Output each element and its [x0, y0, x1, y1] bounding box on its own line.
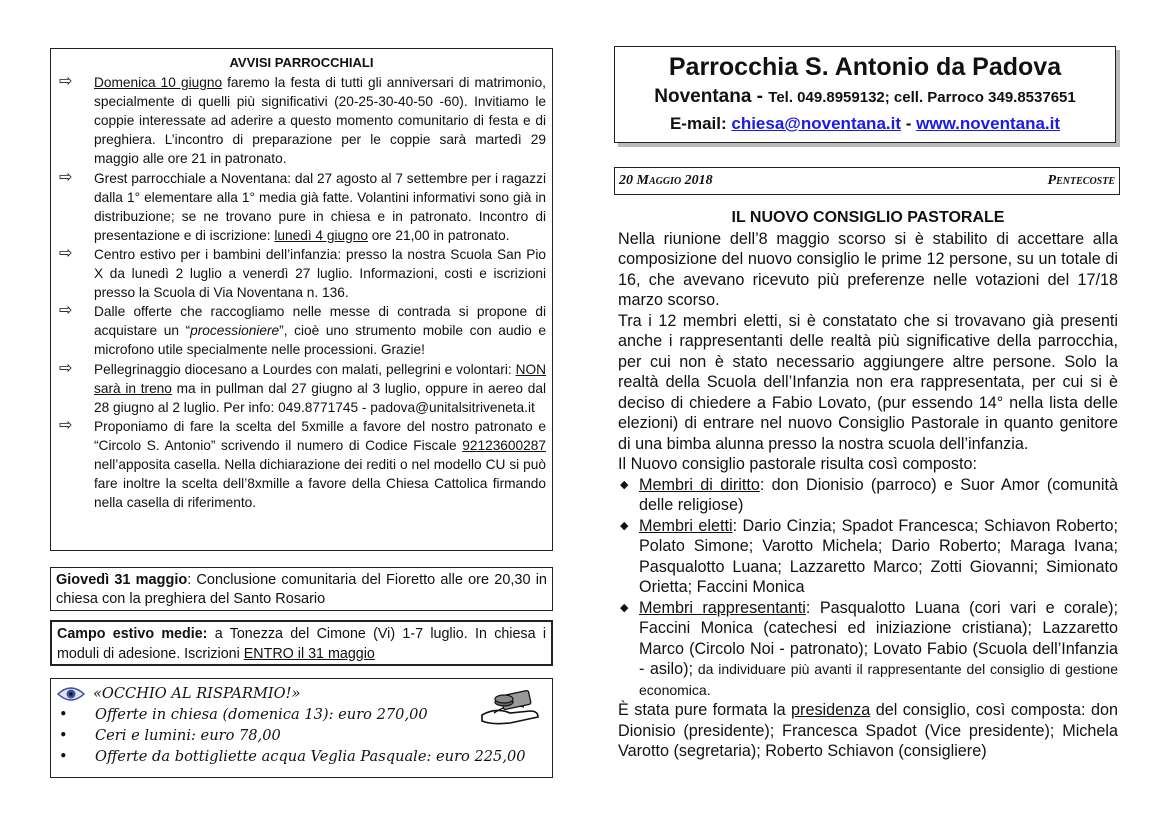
- avviso-date: lunedì 4 giugno: [274, 227, 368, 243]
- giovedi-box: [50, 567, 553, 611]
- giovedi-date: Giovedì 31 maggio: [56, 572, 188, 588]
- member-group-note: da individuare più avanti il rappresentante del consiglio di gestione economica.: [639, 661, 1118, 698]
- member-group-label: Membri eletti: [639, 516, 733, 535]
- arrow-right-icon: ⇨: [59, 244, 73, 262]
- separator: -: [901, 114, 917, 133]
- campo-estivo-box: [50, 620, 553, 666]
- campo-title: Campo estivo medie:: [57, 626, 208, 642]
- avviso-item: [57, 417, 546, 512]
- members-list: [618, 475, 1118, 701]
- arrow-right-icon: ⇨: [59, 416, 73, 434]
- occhio-risparmio-box: [50, 678, 553, 778]
- avviso-text: faremo la festa di tutti gli anniversari di matrimonio, specialmente di quelli più significativi (20-25-30-40-50 -60). Invitiamo le coppie interessate ad aderire a questo momento comunitario di festa e di preghiera. L’incontro di preparazione per le coppie sarà martedì 29 maggio alle ore 21 in patronato.: [94, 75, 546, 167]
- email-link[interactable]: chiesa@noventana.it: [731, 114, 902, 133]
- article-consiglio: [618, 208, 1118, 762]
- money-hand-icon: [480, 685, 542, 727]
- giovedi-text: : Conclusione comunitaria del Fioretto alle ore 20,30 in chiesa con la preghiera del Santo Rosario: [56, 572, 547, 607]
- web-line: [615, 111, 1115, 137]
- campo-text: a Tonezza del Cimone (Vi) 1-7 luglio. In chiesa i moduli di adesione. Iscrizioni: [57, 626, 546, 662]
- eye-icon: [57, 686, 85, 702]
- diamond-bullet-icon: ◆: [620, 519, 629, 532]
- liturgical-feast: Pentecoste: [1047, 173, 1115, 188]
- member-group-label: Membri rappresentanti: [639, 598, 806, 617]
- arrow-right-icon: ⇨: [59, 302, 73, 320]
- parish-name: Parrocchia S. Antonio da Padova: [668, 53, 1062, 81]
- article-text: È stata pure formata la: [618, 701, 792, 719]
- avviso-text: Centro estivo per i bambini dell’infanzia: presso la nostra Scuola San Pio X da lunedì 2 luglio a venerdì 27 luglio. Informazioni, costi e iscrizioni presso la Scuola di Via Noventana n. 136.: [94, 246, 546, 301]
- arrow-right-icon: ⇨: [59, 168, 73, 186]
- avvisi-list: [57, 73, 546, 512]
- article-text: del consiglio, così composta: don Dionisio (presidente); Francesca Spadot (Vice presidente); Michela Varotto (segretaria); Roberto Schiavon (consigliere): [618, 701, 1118, 760]
- contacts-line: [615, 84, 1115, 111]
- website-link[interactable]: www.noventana.it: [916, 114, 1061, 133]
- article-title: IL NUOVO CONSIGLIO PASTORALE: [731, 209, 1005, 226]
- arrow-right-icon: ⇨: [59, 73, 73, 91]
- diamond-bullet-icon: ◆: [620, 478, 629, 491]
- avviso-text: ore 21,00 in patronato.: [367, 227, 510, 243]
- article-paragraph: Il Nuovo consiglio pastorale risulta così composto:: [618, 455, 977, 473]
- occhio-title: «OCCHIO AL RISPARMIO!»: [93, 685, 301, 702]
- campo-deadline: ENTRO il 31 maggio: [243, 645, 375, 662]
- arrow-right-icon: ⇨: [59, 359, 73, 377]
- diamond-bullet-icon: ◆: [620, 601, 629, 614]
- date-bar: [614, 167, 1120, 195]
- member-group: [618, 598, 1118, 701]
- member-group: [618, 475, 1118, 516]
- email-label: E-mail:: [669, 114, 732, 133]
- avvisi-title: AVVISI PARROCCHIALI: [229, 55, 374, 70]
- avviso-emphasis: processioniere: [190, 323, 280, 339]
- member-group: [618, 516, 1118, 598]
- codice-fiscale: 92123600287: [462, 437, 546, 453]
- avviso-text: ma in pullman dal 27 giugno al 3 luglio, oppure in aereo dal 28 giugno al 2 luglio. Per info: 049.8771745 - padova@unitalsitriveneta.it: [94, 380, 546, 415]
- avvisi-box: [50, 48, 553, 551]
- avviso-text: Pellegrinaggio diocesano a Lourdes con malati, pellegrini e volontari:: [94, 361, 516, 377]
- member-group-text: : don Dionisio (parroco) e Suor Amor (comunità delle religiose): [639, 475, 1118, 514]
- avviso-item: [57, 73, 546, 168]
- avviso-date: Domenica 10 giugno: [94, 75, 223, 91]
- avviso-text: ”, cioè uno strumento mobile con audio e microfono utile specialmente nelle processioni. Grazie!: [94, 323, 546, 358]
- avviso-text: Dalle offerte che raccogliamo nelle messe di contrada si propone di acquistare un “: [94, 304, 546, 339]
- member-group-text: : Pasqualotto Luana (cori vari e corale); Faccini Monica (catechesi ed iniziazione cristiana); Lazzaretto Marco (Circolo Noi - patronato); Lovato Fabio (Scuola dell’Infanzia - asilo);: [639, 598, 1119, 678]
- offerta-item: • Ceri e lumini: euro 78,00: [57, 725, 546, 746]
- member-group-label: Membri di diritto: [639, 475, 760, 494]
- issue-date: 20 Maggio 2018: [619, 173, 713, 188]
- masthead: [614, 46, 1116, 143]
- offerta-item: • Offerte da bottigliette acqua Veglia Pasquale: euro 225,00: [57, 746, 546, 767]
- offerta-item: • Offerte in chiesa (domenica 13): euro 270,00: [57, 704, 546, 725]
- place-name: Noventana -: [654, 86, 769, 107]
- article-paragraph: [618, 700, 1118, 762]
- member-group-text: : Dario Cinzia; Spadot Francesca; Schiavon Roberto; Polato Simone; Varotto Michela; Dario Roberto; Maraga Ivana; Pasqualotto Luana; Lazzaretto Marco; Zotti Giovanni; Simionato Orietta; Faccini Monica: [639, 516, 1118, 596]
- occhio-list: [57, 704, 546, 767]
- avviso-text: nell’apposita casella. Nella dichiarazione dei rediti o nel modello CU si può fare inoltre la scelta dell’8xmille a favore della Chiesa Cattolica firmando nella casella di riferimento.: [94, 456, 546, 511]
- phone-numbers: Tel. 049.8959132; cell. Parroco 349.8537651: [768, 89, 1076, 106]
- avviso-underlined: NON sarà in treno: [94, 361, 546, 396]
- article-paragraph: Nella riunione dell’8 maggio scorso si è stabilito di accettare alla composizione del nuovo consiglio le prime 12 persone, su un totale di 16, che avevano ricevuto più preferenze nelle votazioni del 17/18 marzo scorso.: [618, 229, 1118, 309]
- avviso-item: [57, 169, 546, 245]
- avviso-item: [57, 360, 546, 417]
- article-paragraph: Tra i 12 membri eletti, si è constatato che si trovavano già presenti anche i rappresentanti delle realtà più significative della parrocchia, per cui non è stato necessario aggiungere altre persone. Solo la realtà della Scuola dell’Infanzia non era rappresentata, per cui si è deciso di chiedere a Fabio Lovato, (pur essendo 14° nella lista delle elezioni) di entrare nel nuovo Consiglio Pastorale in quanto genitore di una bimba alunna presso la nostra scuola dell’infanzia.: [618, 311, 1118, 453]
- avviso-text: Proponiamo di fare la scelta del 5xmille a favore del nostro patronato e “Circolo S. Antonio” scrivendo il numero di Codice Fiscale: [94, 418, 546, 453]
- article-underlined: presidenza: [791, 701, 871, 719]
- occhio-title-row: [57, 683, 546, 704]
- avviso-text: Grest parrocchiale a Noventana: dal 27 agosto al 7 settembre per i ragazzi dalla 1° elementare alla 1° media già fatte. Volantini informativi sono già in distribuzione; se ne trovano pure in chiesa e in patronato. Incontro di presentazione e di iscrizione:: [94, 170, 546, 243]
- avviso-item: [57, 245, 546, 302]
- avviso-item: [57, 302, 546, 359]
